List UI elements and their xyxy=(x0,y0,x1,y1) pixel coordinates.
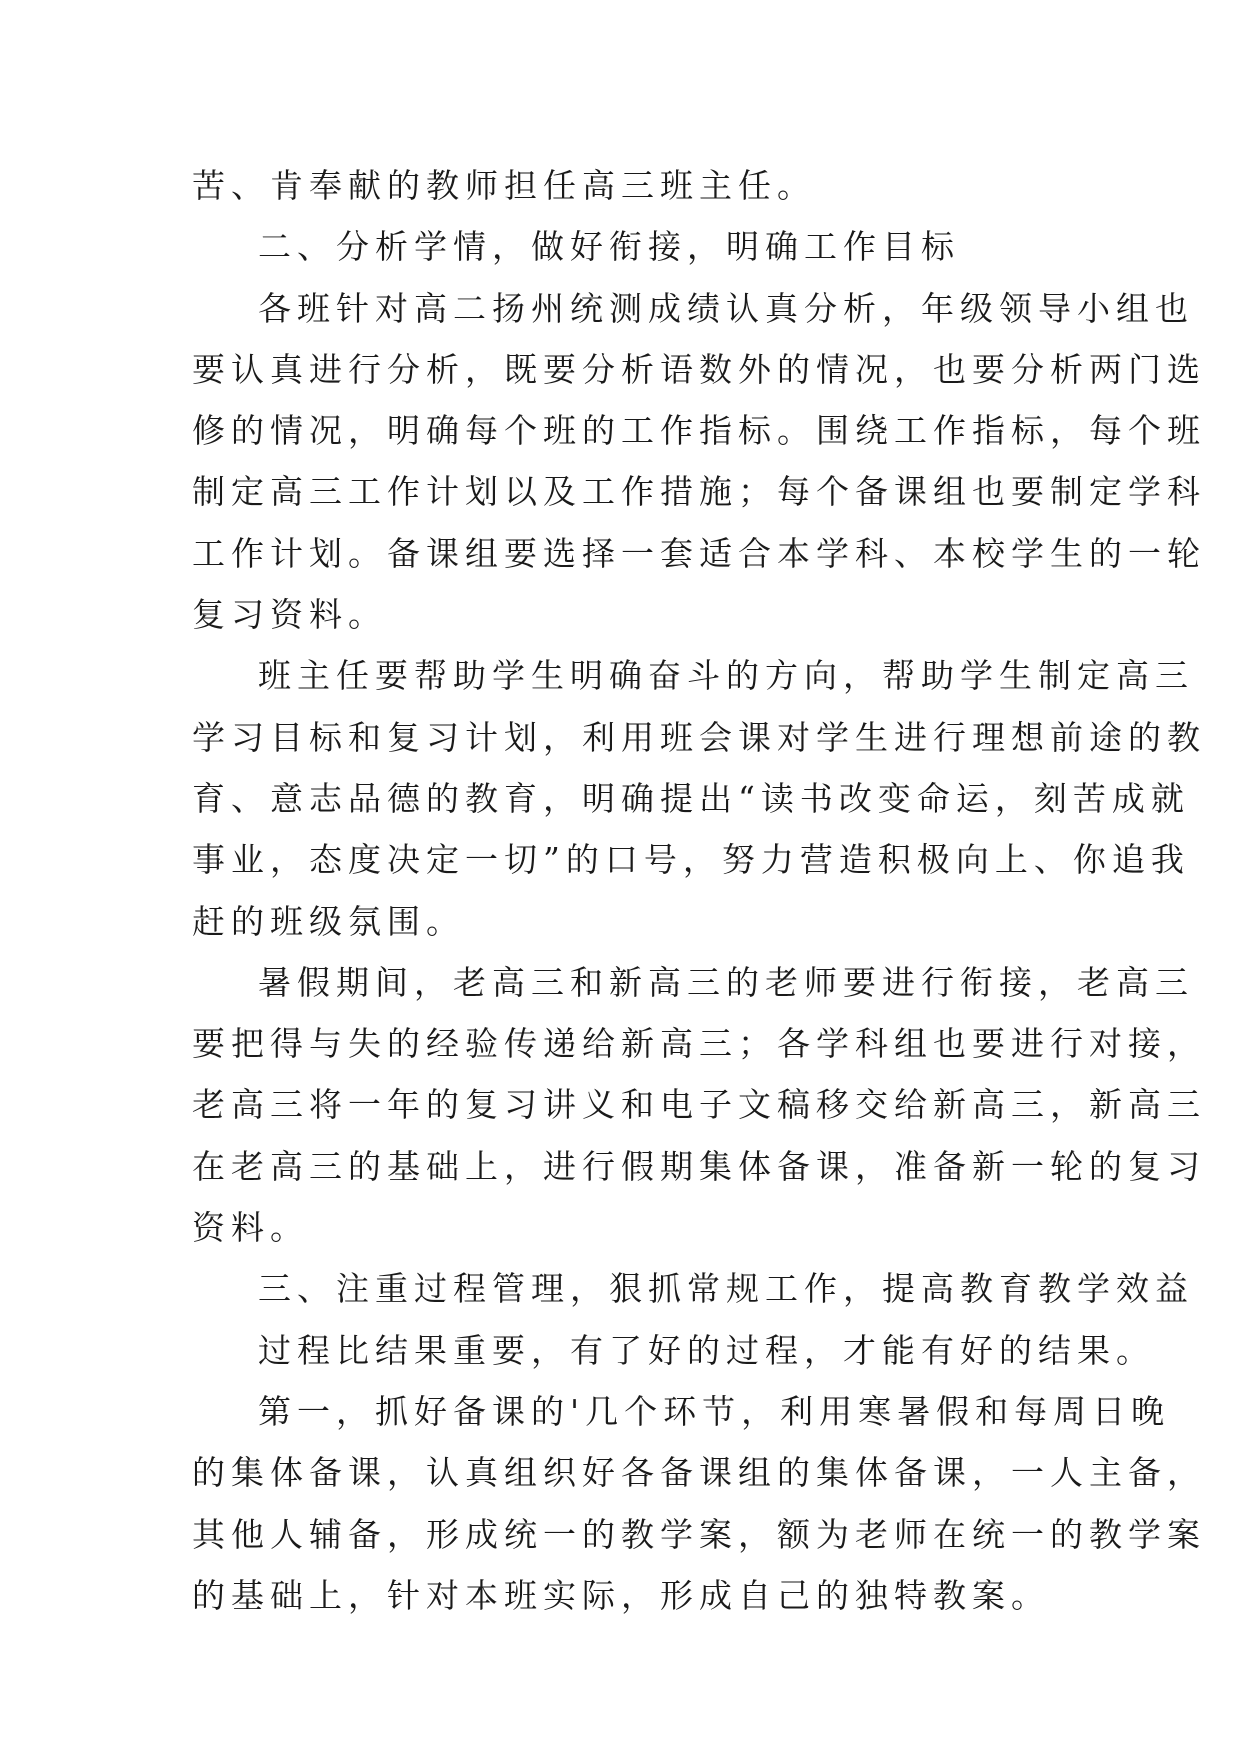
text-line: 暑假期间，老高三和新高三的老师要进行衔接，老高三 xyxy=(258,962,1194,1002)
text-line: 赶的班级氛围。 xyxy=(192,901,465,941)
text-line: 要把得与失的经验传递给新高三；各学科组也要进行对接， xyxy=(192,1024,1206,1064)
text-line: 育、意志品德的教育，明确提出“读书改变命运，刻苦成就 xyxy=(192,778,1190,818)
text-line: 要认真进行分析，既要分析语数外的情况，也要分析两门选 xyxy=(192,349,1206,389)
text-line: 工作计划。备课组要选择一套适合本学科、本校学生的一轮 xyxy=(192,533,1206,573)
text-line: 制定高三工作计划以及工作措施；每个备课组也要制定学科 xyxy=(192,472,1206,512)
text-line: 复习资料。 xyxy=(192,595,387,635)
text-line: 各班针对高二扬州统测成绩认真分析，年级领导小组也 xyxy=(258,288,1194,328)
text-line: 的基础上，针对本班实际，形成自己的独特教案。 xyxy=(192,1575,1050,1615)
section-heading: 三、注重过程管理，狠抓常规工作，提高教育教学效益 xyxy=(258,1269,1194,1309)
text-line: 其他人辅备，形成统一的教学案，额为老师在统一的教学案 xyxy=(192,1514,1206,1554)
text-line: 在老高三的基础上，进行假期集体备课，准备新一轮的复习 xyxy=(192,1146,1206,1186)
text-line: 事业，态度决定一切”的口号，努力营造积极向上、你追我 xyxy=(192,840,1190,880)
text-line: 第一，抓好备课的'几个环节，利用寒暑假和每周日晚 xyxy=(258,1391,1171,1431)
text-line: 学习目标和复习计划，利用班会课对学生进行理想前途的教 xyxy=(192,717,1206,757)
text-line: 过程比结果重要，有了好的过程，才能有好的结果。 xyxy=(258,1330,1155,1370)
text-line: 苦、肯奉献的教师担任高三班主任。 xyxy=(192,166,816,205)
body-text xyxy=(192,155,1206,1626)
text-line: 老高三将一年的复习讲义和电子文稿移交给新高三，新高三 xyxy=(192,1085,1206,1125)
text-line: 的集体备课，认真组织好各备课组的集体备课，一人主备， xyxy=(192,1453,1206,1493)
text-line: 资料。 xyxy=(192,1208,309,1248)
text-line: 班主任要帮助学生明确奋斗的方向，帮助学生制定高三 xyxy=(258,656,1194,696)
text-line: 修的情况，明确每个班的工作指标。围绕工作指标，每个班 xyxy=(192,411,1206,451)
section-heading: 二、分析学情，做好衔接，明确工作目标 xyxy=(258,227,960,267)
